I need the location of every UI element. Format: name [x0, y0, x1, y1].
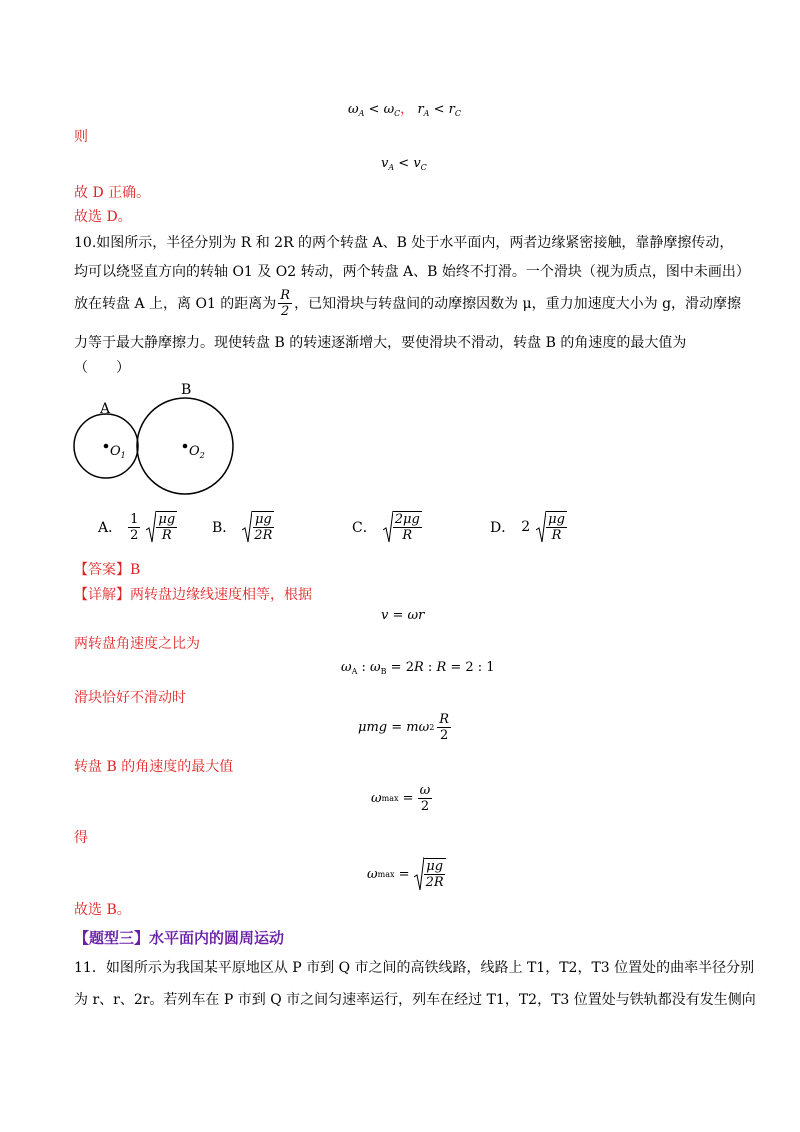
q10-fraction	[278, 288, 292, 319]
center-o1-dot	[104, 444, 109, 449]
option-d[interactable]	[490, 510, 567, 544]
q10-line1: 10.如图所示，半径分别为 R 和 2R 的两个转盘 A、B 处于水平面内，两者边缘紧密接触，靠静摩擦传动，	[74, 235, 734, 251]
q10-frac-den: 2	[281, 304, 290, 319]
answer-line: 【答案】B	[74, 562, 141, 578]
option-d-den: R	[551, 528, 562, 543]
option-b[interactable]	[212, 510, 274, 544]
option-d-sqrt	[536, 510, 567, 544]
q10-line3-pre: 放在转盘 A 上，离 O1 的距离为	[74, 295, 277, 312]
option-a[interactable]	[98, 510, 177, 544]
eq-omega-max-result: ω max = $\frac{\mu g}{2R}$	[367, 859, 444, 890]
center-o2-dot	[183, 444, 188, 449]
option-a-sqrt	[146, 510, 177, 544]
eq-friction: μmg = mω 2 $\frac{R}{2}$	[358, 712, 450, 743]
q10-line4: 力等于最大静摩擦力。现使转盘 B 的转速逐渐增大，要使滑块不滑动，转盘 B 的角速度的最大值为	[74, 335, 687, 351]
get-text: 得	[74, 830, 88, 846]
then-label: 则	[74, 129, 88, 145]
ratio-text: 两转盘角速度之比为	[74, 636, 200, 652]
eq-v-omega-r: v = ωr	[381, 608, 425, 623]
q10-line2: 均可以绕竖直方向的转轴 O1 及 O2 转动，两个转盘 A、B 始终不打滑。一个滑块（视为质点，图中未画出）	[74, 264, 750, 280]
q10-blank: （ ）	[74, 360, 130, 376]
disc-b-label: B	[181, 382, 192, 398]
d-correct-text: 故 D 正确。	[74, 185, 151, 201]
option-a-coef: $\frac{1}{2}$	[130, 511, 139, 543]
detail-line: 【详解】两转盘边缘线速度相等，根据	[74, 587, 312, 603]
option-d-coef: 2	[521, 519, 531, 535]
q10-line3-post: ，已知滑块与转盘间的动摩擦因数为 μ，重力加速度大小为 g，滑动摩擦	[294, 295, 742, 312]
option-c-sqrt	[383, 510, 422, 544]
option-b-letter: B．	[212, 520, 237, 536]
choose-d-text: 故选 D。	[74, 209, 132, 225]
option-d-num: μg	[548, 512, 565, 527]
option-b-sqrt	[242, 510, 274, 544]
option-a-letter: A．	[98, 520, 123, 536]
option-b-num: μg	[254, 512, 272, 527]
choose-b-text: 故选 B。	[74, 902, 131, 918]
eq-omega-ratio: $\omega_A$ : $\omega_B = 2R$ : R = 2 : 1	[341, 660, 495, 676]
option-a-num: μg	[158, 512, 176, 527]
o2-label: $O_2$	[189, 444, 205, 460]
o1-label: $O_1$	[110, 444, 126, 460]
max-text: 转盘 B 的角速度的最大值	[74, 759, 234, 775]
q10-frac-num: R	[280, 288, 291, 303]
two-disc-figure	[66, 378, 241, 498]
option-a-den: R	[161, 528, 172, 543]
option-c-letter: C．	[352, 520, 377, 536]
eq-omega-max-half: ω max = $\frac{\omega}{2}$	[371, 783, 431, 814]
option-c[interactable]	[352, 510, 422, 544]
option-d-letter: D．	[490, 520, 516, 536]
option-b-den: 2R	[254, 528, 273, 543]
option-c-den: R	[402, 528, 413, 543]
q11-line2: 为 r、r、2r。若列车在 P 市到 Q 市之间匀速率运行，列车在经过 T1，T2，T3 位置处与铁轨都没有发生侧向	[74, 992, 756, 1008]
section-title: 【题型三】水平面内的圆周运动	[74, 929, 285, 947]
q10-line3	[74, 288, 741, 319]
option-c-num: 2μg	[394, 512, 420, 527]
q11-line1: 11．如图所示为我国某平原地区从 P 市到 Q 市之间的高铁线路，线路上 T1，T2，T3 位置处的曲率半径分别	[74, 960, 755, 976]
formula-omega-r: $\omega_A < \omega_C$， $r_A < r_C$	[348, 102, 461, 118]
slip-text: 滑块恰好不滑动时	[74, 690, 186, 706]
formula-v: $v_A < v_C$	[381, 156, 427, 172]
disc-a-label: A	[100, 401, 111, 417]
